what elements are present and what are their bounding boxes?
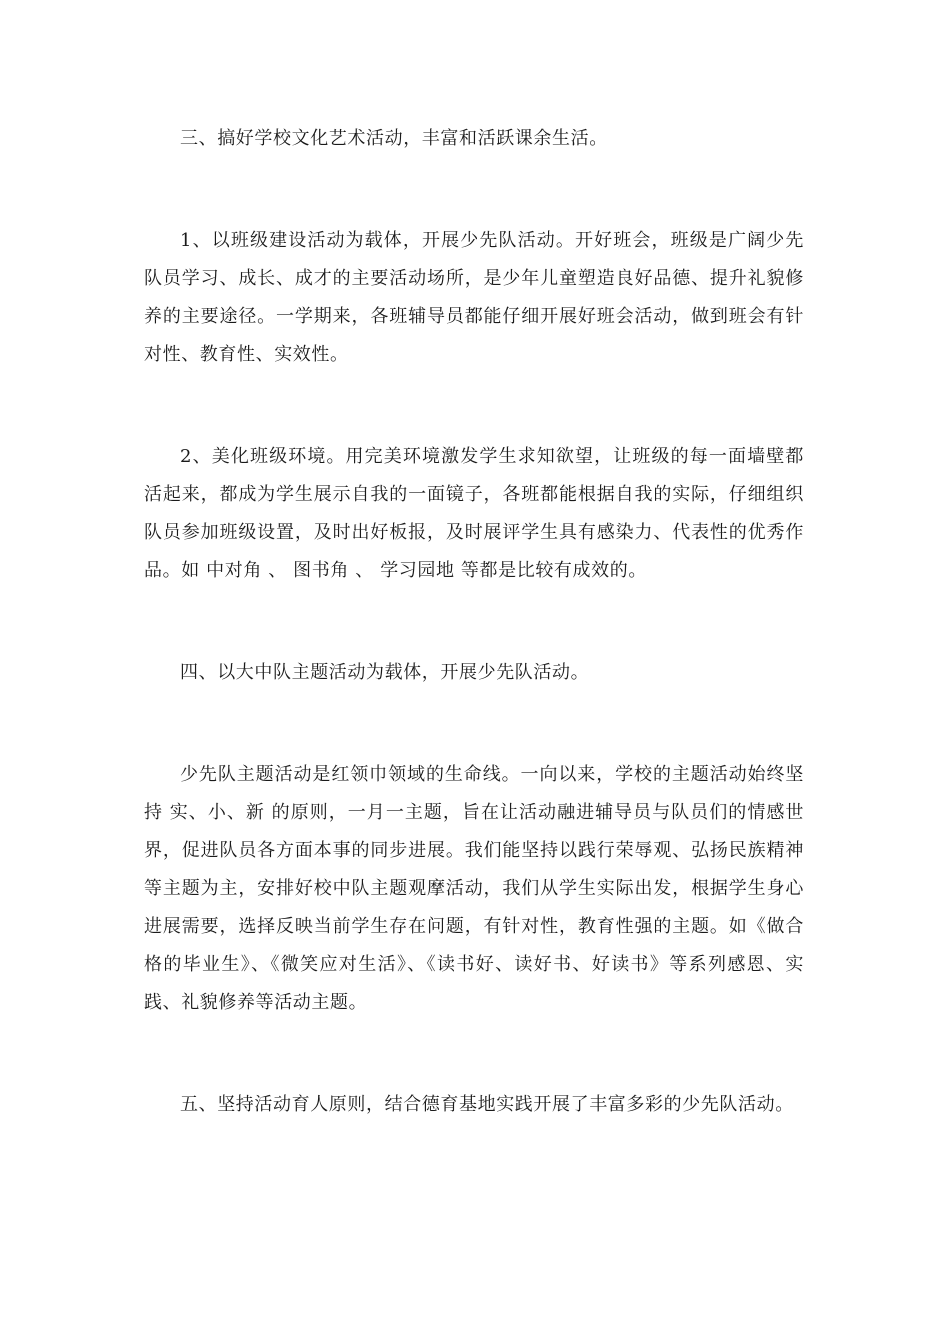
section-five-heading: 五、坚持活动育人原则，结合德育基地实践开展了丰富多彩的少先队活动。: [180, 1094, 794, 1115]
section-four-heading: 四、以大中队主题活动为载体，开展少先队活动。: [180, 662, 590, 683]
section-three-heading: 三、搞好学校文化艺术活动，丰富和活跃课余生活。: [180, 128, 608, 149]
class-meeting-paragraph: 1、以班级建设活动为载体，开展少先队活动。开好班会，班级是广阔少先队员学习、成长、成才的主要活动场所，是少年儿童塑造良好品德、提升礼貌修养的主要途径。一学期来，各班辅导员都能仔细开展好班会活动，做到班会有针对性、教育性、实效性。: [144, 230, 804, 365]
class-environment-paragraph: 2、美化班级环境。用完美环境激发学生求知欲望，让班级的每一面墙壁都活起来，都成为学生展示自我的一面镜子，各班都能根据自我的实际，仔细组织队员参加班级设置，及时出好板报，及时展评学生具有感染力、代表性的优秀作品。如 中对角 、 图书角 、 学习园地 等都是比较有成效的。: [144, 446, 804, 581]
theme-activity-paragraph: 少先队主题活动是红领巾领域的生命线。一向以来，学校的主题活动始终坚持 实、小、新 的原则，一月一主题，旨在让活动融进辅导员与队员们的情感世界，促进队员各方面本事的同步进展。我们能坚持以践行荣辱观、弘扬民族精神等主题为主，安排好校中队主题观摩活动，我们从学生实际出发，根据学生身心进展需要，选择反映当前学生存在问题，有针对性，教育性强的主题。如《做合格的毕业生》、《微笑应对生活》、《读书好、读好书、好读书》等系列感恩、实践、礼貌修养等活动主题。: [144, 764, 804, 1013]
